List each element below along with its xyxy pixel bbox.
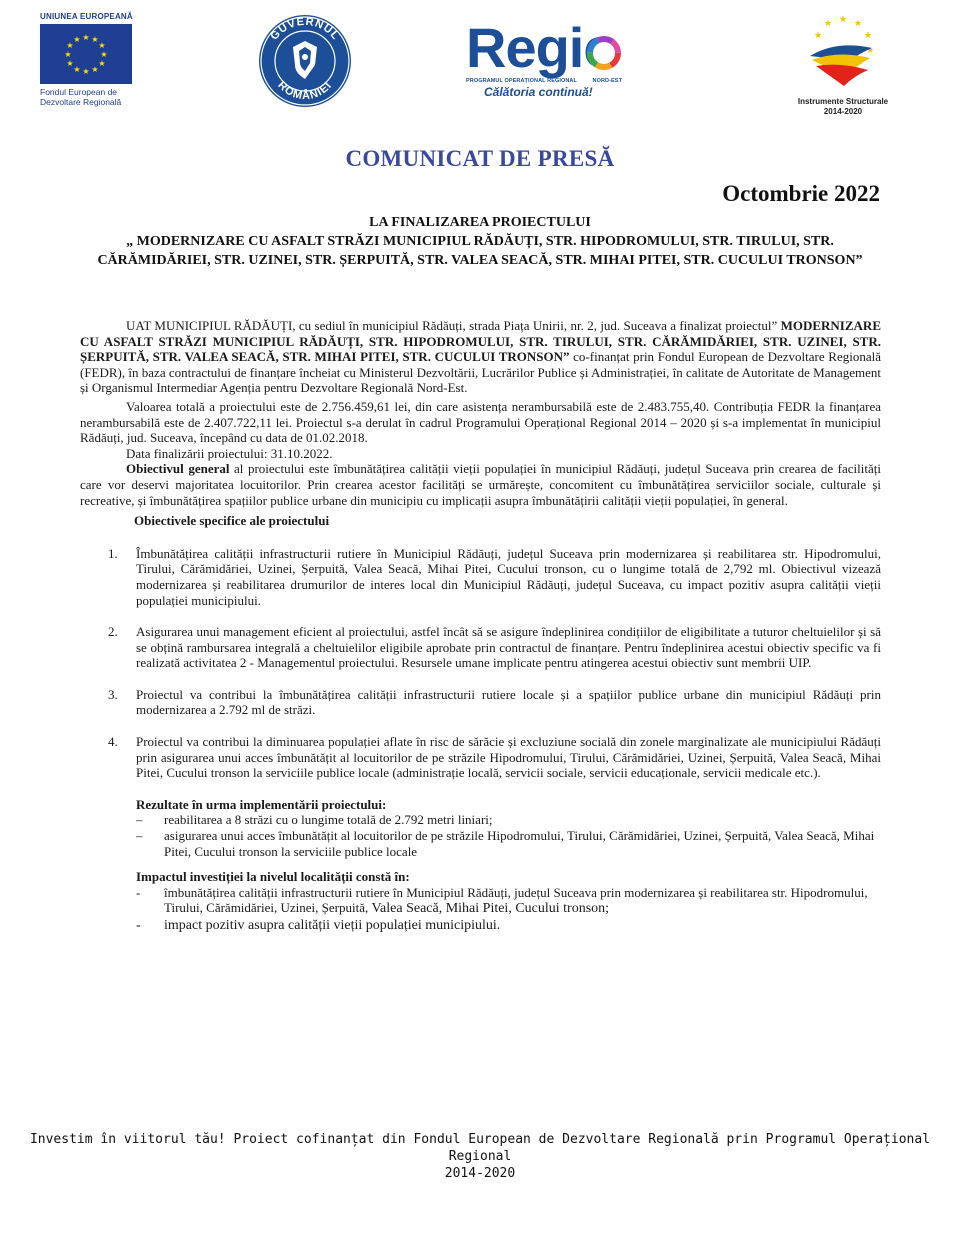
- regio-slogan: Călătoria continuă!: [484, 85, 593, 99]
- list-item: [80, 546, 881, 608]
- svg-text:★: ★: [82, 33, 90, 42]
- list-dash: –: [136, 828, 143, 844]
- footer-line1: Investim în viitorul tău! Proiect cofinanțat din Fondul European de Dezvoltare Regională prin Programul Operațional Regional: [29, 1132, 931, 1164]
- press-release-title: COMUNICAT DE PRESĂ: [345, 146, 615, 171]
- impact-title: Impactul investiției la nivelul localității constă în:: [136, 869, 410, 885]
- specific-objectives-list: [80, 546, 881, 781]
- list-item: [80, 917, 881, 934]
- svg-text:★: ★: [73, 35, 81, 44]
- intro-text-a: UAT MUNICIPIUL RĂDĂUȚI, cu sediul în municipiul Rădăuți, strada Piața Unirii, nr. 2, jud. Suceava a finalizat proiectul”: [126, 318, 778, 333]
- intro-paragraph: [80, 318, 881, 396]
- list-item: [80, 687, 881, 718]
- structural-instruments-logo: [788, 10, 898, 117]
- structural-caption-line2: 2014-2020: [823, 107, 863, 116]
- regio-wordmark: Regio: [466, 16, 617, 79]
- svg-text:★: ★: [823, 19, 833, 29]
- gov-ring-top: GUVERNUL: [268, 15, 342, 43]
- svg-text:★: ★: [853, 19, 863, 29]
- list-number: 2.: [108, 624, 118, 640]
- objective-paragraph: [80, 461, 881, 508]
- headline-project-name: „ MODERNIZARE CU ASFALT STRĂZI MUNICIPIUL RĂDĂUȚI, STR. HIPODROMULUI, STR. TIRULUI, STR. CĂRĂMIDĂRIEI, STR. UZINEI, STR. ȘERPUITĂ, STR. VALEA SEACĂ, STR. MIHAI PITEI, STR. CUCULUI TRONSON”: [97, 234, 863, 268]
- release-date: Octombrie 2022: [722, 181, 880, 206]
- eu-flag-icon: [40, 24, 132, 84]
- svg-text:★: ★: [98, 59, 106, 68]
- list-item-text: asigurarea unui acces îmbunătățit al locuitorilor de pe străzile Hipodromului, Tirului, Cărămidăriei, Uzinei, Șerpuită, Valea Seacă, Mihai Pitei, Cucului tronson la serviciile publice locale: [164, 828, 875, 859]
- results-title: Rezultate în urma implementării proiectului:: [136, 796, 387, 812]
- list-item-text: Proiectul va contribui la diminuarea populației aflate în risc de sărăcie și excluziune socială din zonele marginalizate ale municipiului Rădăuți prin asigurarea unui acces îmbunătățit al locuitorilor de pe străzile Hipodromului, Tirului, Cărămidăriei, Uzinei, Șerpuită, Valea Seacă, Mihai Pitei, Cucului tronson la serviciile publice locale (administrație locală, servicii sociale, servicii educaționale, servicii medicale etc.).: [136, 734, 881, 781]
- end-date-paragraph: Data finalizării proiectului: 31.10.2022.: [126, 445, 333, 461]
- intro-text-c: co-finanțat prin Fondul European de Dezvoltare Regională (FEDR), în baza contractului de finanțare încheiat cu Ministerul Dezvoltării, Lucrărilor Publice și Administrației, în calitate de Autoritate de Management și Organismul Intermediar Agenția pentru Dezvoltare Regională Nord-Est.: [80, 349, 881, 396]
- footer-line2: 2014-2020: [444, 1166, 516, 1181]
- eu-logo-caption: [40, 87, 150, 107]
- intro-project-name: MODERNIZARE CU ASFALT STRĂZI MUNICIPIUL RĂDĂUȚI, STR. HIPODROMULUI, STR. TIRULUI, STR. CĂRĂMIDĂRIEI, STR. UZINEI, STR. ȘERPUITĂ, STR. VALEA SEACĂ, STR. MIHAI PITEI, STR. CUCULUI TRONSON”: [80, 318, 881, 365]
- svg-text:★: ★: [66, 41, 74, 50]
- romanian-flag-stars-icon: [788, 10, 898, 90]
- regio-logo: [466, 16, 666, 115]
- svg-text:★: ★: [91, 35, 99, 44]
- specific-objectives-title: Obiectivele specifice ale proiectului: [134, 513, 330, 529]
- eu-logo: [40, 12, 150, 107]
- svg-text:★: ★: [64, 50, 72, 59]
- logo-row: [0, 0, 960, 120]
- results-list: [80, 812, 881, 859]
- list-item-text: îmbunătățirea calității infrastructurii rutiere în Municipiul Rădăuți, județul Suceava prin modernizarea și reabilitarea str. Hipodromului, Tirului, Cărămidăriei, Uzinei, Șerpuită,: [164, 884, 868, 916]
- objective-text: al proiectului este îmbunătățirea calității vieții populației în municipiul Rădăuți, județul Suceava prin crearea de facilități care vor deservi majoritatea locuitorilor. Prin crearea acestor facilități se urmărește, concomitent cu îmbunătățirea serviciilor sociale, culturale și recreative, și îmbunătățirea spațiilor publice urbane din municipiu cu implicații asupra îmbunătățirii calității vieții populației, în general.: [80, 461, 881, 508]
- list-dash: -: [136, 884, 141, 900]
- impact-list: [80, 885, 881, 934]
- list-item-text: Îmbunătățirea calității infrastructurii rutiere în Municipiul Rădăuți, județul Suceava prin modernizarea și reabilitarea str. Hipodromului, Tirului, Cărămidăriei, Uzinei, Șerpuită, Valea Seacă, Mihai Pitei, Cucului tronson, cu o lungime totală de 2,792 ml. Obiectivul vizează modernizarea și reabilitarea drumurilor de interes local din Municipiul Rădăuți, județul Suceava, cu impact pozitiv asupra calității vieții populației municipiului.: [136, 545, 881, 608]
- structural-caption-line1: Instrumente Structurale: [797, 97, 889, 106]
- svg-text:★: ★: [82, 67, 90, 76]
- list-item: [80, 624, 881, 671]
- svg-text:★: ★: [100, 50, 108, 59]
- list-item: [80, 734, 881, 781]
- list-item-text: Asigurarea unui management eficient al proiectului, astfel încât să se asigure îndeplinirea condițiilor de eligibilitate a tuturor cheltuielilor și să se obțină rambursarea integrală a cheltuielilor eligibile aprobate prin contractul de finanțare. Pentru îndeplinirea acestui obiectiv specific va fi realizată activitatea 2 - Managementul proiectului. Resursele umane implicate pentru atingerea acestui obiectiv sunt membrii UIP.: [136, 624, 881, 671]
- eu-logo-title: UNIUNEA EUROPEANĂ: [40, 12, 133, 21]
- svg-text:★: ★: [91, 65, 99, 74]
- value-paragraph: Valoarea totală a proiectului este de 2.756.459,61 lei, din care asistența nerambursabilă este de 2.483.755,40. Contribuția FEDR la finanțarea nerambursabilă este de 2.407.722,11 lei. Proiectul s-a derulat în cadrul Programului Operațional Regional 2014 – 2020 și s-a implementat în municipiul Rădăuți, jud. Suceava, începând cu data de 01.02.2018.: [80, 398, 881, 446]
- eu-stars: [40, 24, 132, 84]
- svg-text:★: ★: [98, 41, 106, 50]
- regio-sub-right: NORD-EST: [592, 78, 623, 84]
- regio-o-icon: [587, 36, 621, 70]
- svg-text:★: ★: [865, 46, 875, 56]
- list-dash: -: [136, 918, 141, 933]
- government-logo: [257, 13, 353, 109]
- svg-text:★: ★: [73, 65, 81, 74]
- project-headline: [80, 213, 880, 270]
- list-item: [80, 885, 881, 917]
- footer-statement: [0, 1131, 960, 1182]
- list-dash: –: [136, 812, 143, 828]
- list-number: 4.: [108, 734, 118, 750]
- objective-label: Obiectivul general: [126, 461, 230, 477]
- list-item: [80, 812, 881, 828]
- romanian-coat-of-arms-icon: [257, 13, 353, 109]
- svg-text:★: ★: [838, 15, 848, 25]
- list-item: [80, 828, 881, 859]
- list-item-text: Proiectul va contribui la îmbunătățirea calității infrastructurii rutiere locale și a spațiilor publice urbane din municipiul Rădăuți prin modernizarea a 2.792 ml de străzi.: [136, 686, 881, 718]
- headline-line1: LA FINALIZAREA PROIECTULUI: [369, 215, 591, 230]
- regio-sub-left: PROGRAMUL OPERAȚIONAL REGIONAL: [466, 78, 577, 84]
- list-item-text: impact pozitiv asupra calității vieții populației municipiului.: [164, 918, 501, 933]
- document-body: [80, 318, 881, 934]
- gov-ring-bottom: ROMÂNIEI: [275, 79, 335, 103]
- eu-caption-line2: Dezvoltare Regională: [40, 97, 122, 107]
- list-number: 3.: [108, 686, 118, 702]
- list-item-text-end: Valea Seacă, Mihai Pitei, Cucului tronson;: [371, 901, 610, 917]
- list-item-text: reabilitarea a 8 străzi cu o lungime totală de 2.792 metri liniari;: [164, 812, 493, 828]
- regio-subline: [466, 78, 666, 84]
- list-number: 1.: [108, 545, 118, 561]
- svg-text:★: ★: [863, 31, 873, 41]
- eu-caption-line1: Fondul European de: [40, 87, 118, 97]
- svg-text:★: ★: [66, 59, 74, 68]
- svg-text:★: ★: [813, 31, 823, 41]
